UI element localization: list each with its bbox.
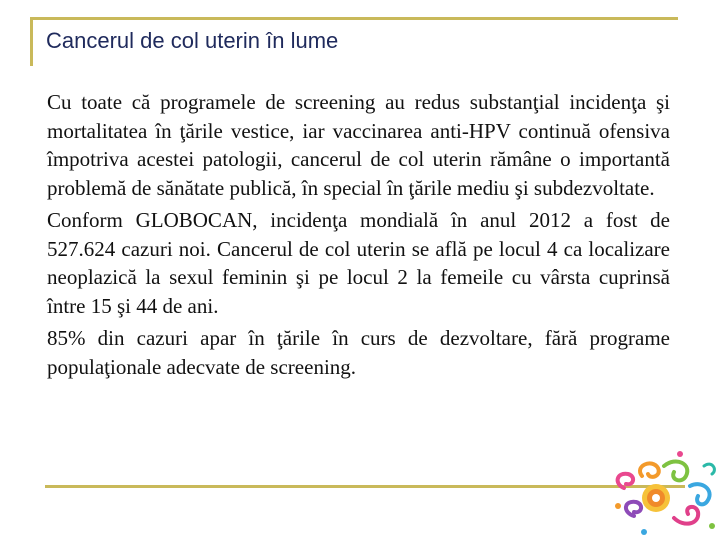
title-frame-left-rule: [30, 17, 33, 66]
body-paragraph-1: Cu toate că programele de screening au redus substanţial incidenţa şi mortalitatea în ţările vestice, iar vaccinarea anti-HPV continuă ofensiva împotriva acestei patologii, cancerul de col uterin rămâne o importantă problemă de sănătate publică, în special în ţările mediu şi subdezvoltate.: [47, 90, 670, 200]
title-frame-top-rule: [30, 17, 678, 20]
decorative-swirl-ornament-icon: [604, 446, 720, 540]
body-paragraph-3: 85% din cazuri apar în ţările în curs de dezvoltare, fără programe populaţionale adecvate de screening.: [47, 326, 670, 379]
body-paragraph-2: Conform GLOBOCAN, incidenţa mondială în anul 2012 a fost de 527.624 cazuri noi. Cancerul de col uterin se află pe locul 4 ca localizare neoplazică la sexul feminin şi pe locul 2 la femeile cu vârsta cuprinsă între 15 şi 44 de ani.: [47, 208, 670, 318]
bottom-divider-rule: [45, 485, 685, 488]
slide-body: [47, 88, 670, 385]
slide-title: Cancerul de col uterin în lume: [46, 28, 339, 53]
